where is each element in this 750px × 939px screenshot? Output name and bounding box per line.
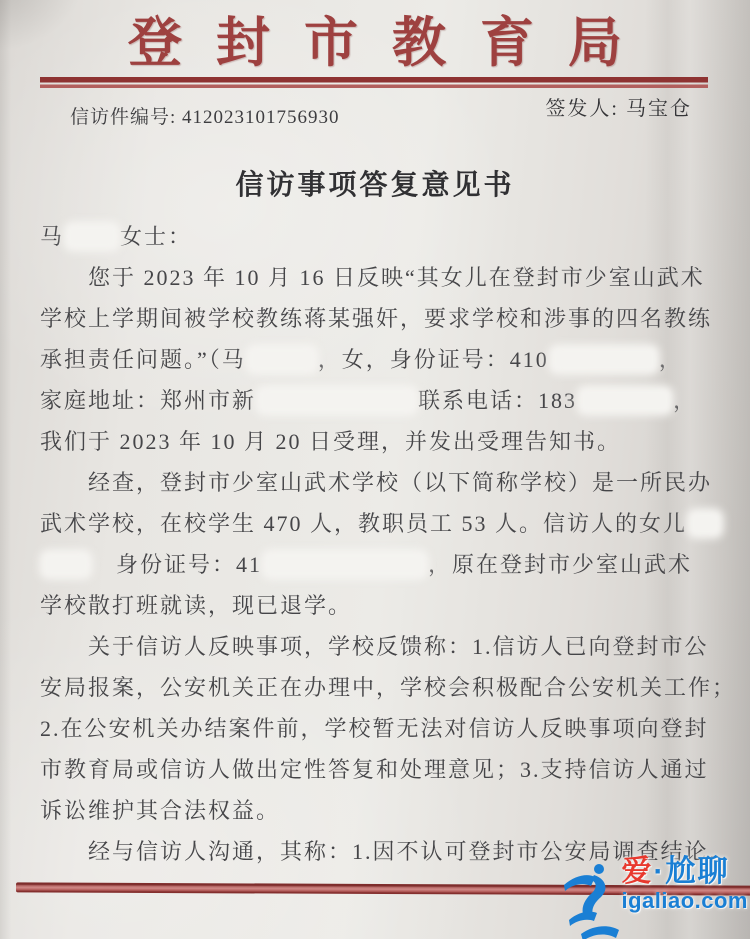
text-line <box>40 421 720 462</box>
redacted-text <box>580 389 670 412</box>
watermark-brand-dot: · <box>653 855 666 888</box>
text-line <box>40 298 720 339</box>
petition-number: 信访件编号: 412023101756930 <box>70 107 340 128</box>
text-segment: 联系电话：183 <box>418 388 578 413</box>
text-line <box>40 339 720 380</box>
text-line <box>40 626 720 667</box>
redacted-text <box>552 348 656 371</box>
watermark-text <box>621 856 748 914</box>
text-segment: 承担责任问题。”（马 <box>40 347 246 372</box>
text-line <box>40 257 720 298</box>
text-segment: 关于信访人反映事项，学校反馈称：1.信访人已向登封市公 <box>88 634 709 659</box>
text-segment: 马 <box>40 224 65 249</box>
text-segment: 诉讼维护其合法权益。 <box>40 798 281 823</box>
text-line <box>40 667 737 708</box>
text-segment: 我们于 2023 年 10 月 20 日受理，并发出受理告知书。 <box>40 429 622 454</box>
text-segment: 2.在公安机关办结案件前，学校暂无法对信访人反映事项向登封 <box>40 716 709 741</box>
issuer-name: 签发人: 马宝仓 <box>545 98 692 120</box>
text-segment: 经查，登封市少室山武术学校（以下简称学校）是一所民办 <box>88 470 713 495</box>
redacted-text <box>265 553 425 576</box>
letterhead-rule <box>40 77 708 88</box>
text-segment: 安局报案，公安机关正在办理中，学校会积极配合公安机关工作； <box>40 675 737 700</box>
text-segment: ，原在登封市少室山武术 <box>428 552 693 577</box>
text-segment: ，女，身份证号：410 <box>317 347 549 372</box>
text-line <box>40 462 720 503</box>
watermark-brand <box>621 856 748 888</box>
text-line <box>40 380 720 421</box>
text-segment: 您于 2023 年 10 月 16 日反映“其女儿在登封市少室山武术 <box>88 265 705 290</box>
text-line <box>40 216 720 257</box>
watermark-brand-rest: 尬聊 <box>665 855 730 888</box>
text-line <box>40 749 720 790</box>
text-segment: 武术学校，在校学生 470 人，教职员工 53 人。信访人的女儿 <box>40 511 688 536</box>
watermark-brand-first: 爱 <box>621 855 654 888</box>
document-title: 信访事项答复意见书 <box>235 170 515 201</box>
text-segment: 市教育局或信访人做出定性答复和处理意见；3.支持信访人通过 <box>40 757 709 782</box>
agency-name: 登封市教育局 <box>128 13 656 73</box>
redacted-text <box>249 348 315 371</box>
text-line <box>40 544 720 585</box>
text-segment: 家庭地址：郑州市新 <box>40 388 257 413</box>
text-segment: 学校上学期间被学校教练蒋某强奸，要求学校和涉事的四名教练 <box>40 306 713 331</box>
redacted-text <box>690 512 720 535</box>
text-segment: 学校散打班就读，现已退学。 <box>40 593 353 618</box>
text-segment: 经与信访人沟通，其称：1.因不认可登封市公安局调查结论， <box>88 839 733 864</box>
text-line <box>40 503 720 544</box>
text-segment: ， <box>658 347 683 372</box>
text-line <box>40 790 720 831</box>
redacted-text <box>43 553 89 576</box>
watermark-domain: igaliao.com <box>621 888 748 913</box>
text-segment: 身份证号：41 <box>92 552 263 577</box>
text-segment: ， <box>673 388 698 413</box>
watermark-figure-icon <box>561 860 623 939</box>
text-line <box>40 585 720 626</box>
text-line <box>40 708 720 749</box>
meta-row <box>0 88 750 129</box>
watermark <box>561 856 748 939</box>
redacted-text <box>259 389 415 412</box>
redacted-text <box>67 225 117 248</box>
text-segment: 女士： <box>120 224 193 249</box>
letterhead <box>0 0 750 74</box>
